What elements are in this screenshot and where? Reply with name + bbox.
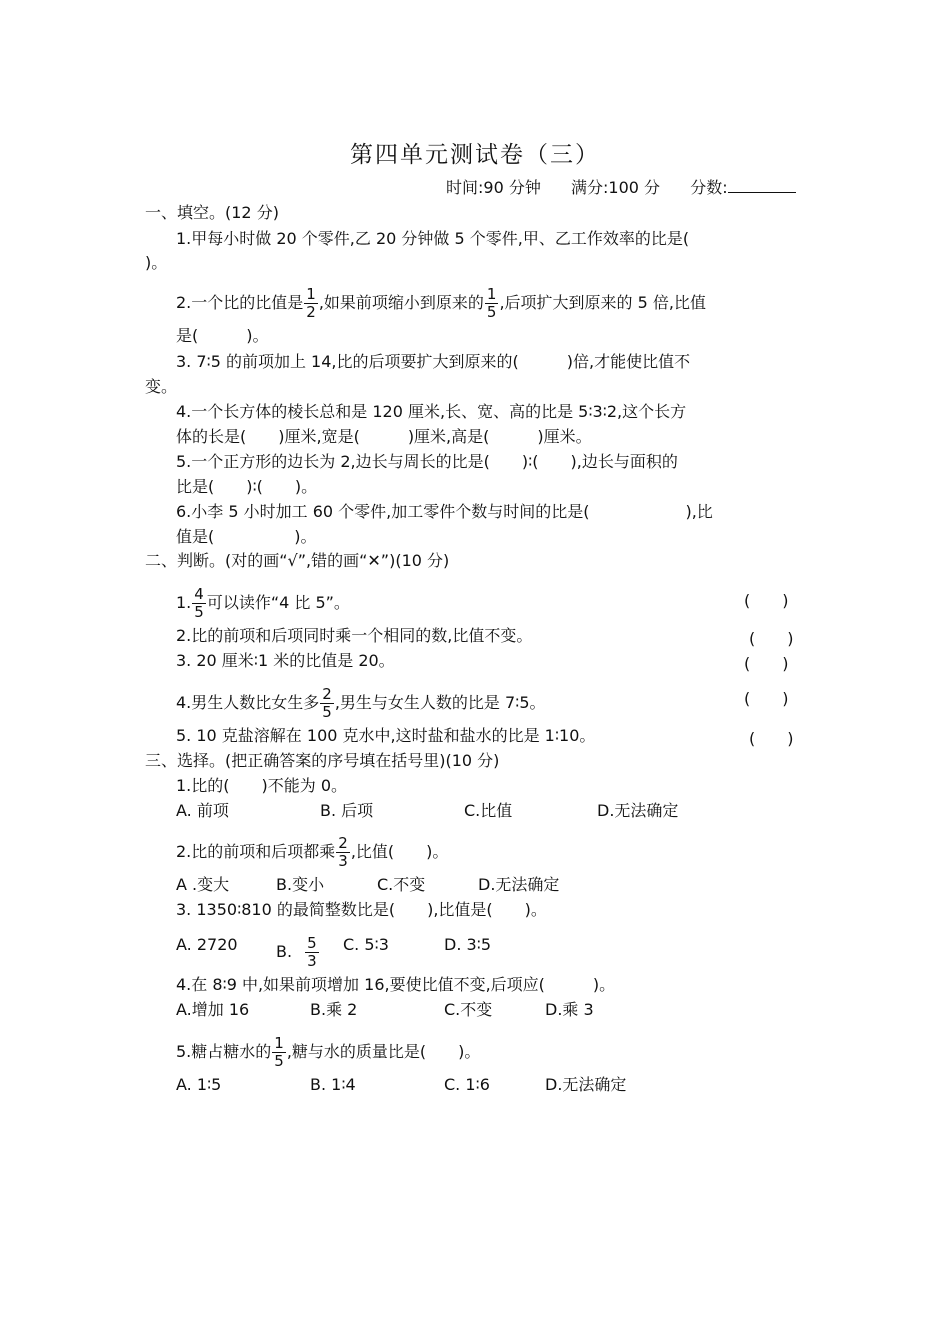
s1-q2-text-b: ,如果前项缩小到原来的 [318,293,484,312]
s3-q5-option-c[interactable]: C. 1∶6 [444,1075,490,1094]
s3-q3: 3. 1350∶810 的最简整数比是( ),比值是( )。 [176,900,547,919]
s2-q1-number: 1. [176,593,192,612]
s3-q5-option-d[interactable]: D.无法确定 [545,1075,627,1094]
s1-q3-line1: 3. 7∶5 的前项加上 14,比的后项要扩大到原来的( )倍,才能使比值不 [176,352,691,371]
section-3-heading: 三、选择。(把正确答案的序号填在括号里)(10 分) [145,751,500,770]
s3-q4-option-b[interactable]: B.乘 2 [310,1000,358,1019]
fraction-denominator: 5 [194,603,204,621]
fraction-numerator: 2 [322,685,332,703]
s3-q2 [176,835,448,870]
s1-q4-line1: 4.一个长方体的棱长总和是 120 厘米,长、宽、高的比是 5∶3∶2,这个长方 [176,402,687,421]
fraction-denominator: 5 [274,1052,284,1070]
s3-q1-option-d[interactable]: D.无法确定 [597,801,679,820]
s2-q5: 5. 10 克盐溶解在 100 克水中,这时盐和盐水的比是 1∶10。 [176,726,596,745]
s3-q4-option-d[interactable]: D.乘 3 [545,1000,594,1019]
fraction-numerator: 2 [338,834,348,852]
answer-paren[interactable]: ( ) [744,591,789,610]
fraction [320,686,334,721]
s3-q5-text-a: 5.糖占糖水的 [176,1042,272,1061]
s3-q3-option-c[interactable]: C. 5∶3 [343,935,389,954]
fraction-numerator: 1 [274,1034,284,1052]
s3-q3-option-d[interactable]: D. 3∶5 [444,935,492,954]
fraction [336,835,350,870]
time-label: 时间:90 分钟 [446,178,541,197]
score-blank[interactable] [728,178,796,193]
score-label: 分数: [690,178,728,197]
s2-q4-text-a: 4.男生人数比女生多 [176,693,320,712]
fraction-denominator: 5 [322,703,332,721]
fraction-denominator: 3 [307,952,317,970]
fraction-numerator: 5 [307,934,317,952]
s3-q4-option-c[interactable]: C.不变 [444,1000,493,1019]
section-1-heading: 一、填空。(12 分) [145,203,279,222]
s3-q5 [176,1035,480,1070]
s3-q2-option-a[interactable]: A .变大 [176,875,230,894]
s1-q2-line1 [176,286,706,321]
s1-q5-line2: 比是( )∶( )。 [176,477,318,496]
s2-q2: 2.比的前项和后项同时乘一个相同的数,比值不变。 [176,626,533,645]
s2-q3: 3. 20 厘米∶1 米的比值是 20。 [176,651,395,670]
s2-q1-text: 可以读作“4 比 5”。 [206,593,350,612]
s3-q3-option-a[interactable]: A. 2720 [176,935,238,954]
answer-paren[interactable]: ( ) [749,629,794,648]
page-title: 第四单元测试卷（三） [350,142,600,168]
fraction [485,286,499,321]
s1-q1-line2: )。 [145,253,168,272]
s2-q4-text-b: ,男生与女生人数的比是 7∶5。 [334,693,546,712]
s3-q1-option-b[interactable]: B. 后项 [320,801,374,820]
fraction-numerator: 4 [194,585,204,603]
s1-q1-line1: 1.甲每小时做 20 个零件,乙 20 分钟做 5 个零件,甲、乙工作效率的比是( [176,229,690,248]
fraction [272,1035,286,1070]
s3-q4-option-a[interactable]: A.增加 16 [176,1000,250,1019]
answer-paren[interactable]: ( ) [744,689,789,708]
fraction-denominator: 2 [306,303,316,321]
s3-q2-option-d[interactable]: D.无法确定 [478,875,560,894]
fraction-numerator: 1 [486,285,497,303]
s1-q4-line2: 体的长是( )厘米,宽是( )厘米,高是( )厘米。 [176,427,592,446]
s1-q6-line1: 6.小李 5 小时加工 60 个零件,加工零件个数与时间的比是( ),比 [176,502,713,521]
s1-q2-text-a: 2.一个比的比值是 [176,293,304,312]
s3-q1: 1.比的( )不能为 0。 [176,776,348,795]
fraction [305,935,319,970]
s3-q2-text-b: ,比值( )。 [350,842,449,861]
s2-q4 [176,686,546,721]
s1-q5-line1: 5.一个正方形的边长为 2,边长与周长的比是( )∶( ),边长与面积的 [176,452,678,471]
header-info [446,178,796,198]
s3-q1-option-a[interactable]: A. 前项 [176,801,229,820]
answer-paren[interactable]: ( ) [749,729,794,748]
s2-q1 [176,586,350,621]
answer-paren[interactable]: ( ) [744,654,789,673]
s3-q2-text-a: 2.比的前项和后项都乘 [176,842,336,861]
s1-q3-line2: 变。 [145,377,178,396]
section-2-heading: 二、判断。(对的画“√”,错的画“✕”)(10 分) [145,551,450,570]
s3-q5-text-b: ,糖与水的质量比是( )。 [286,1042,481,1061]
s3-q5-option-a[interactable]: A. 1∶5 [176,1075,222,1094]
fraction [192,586,206,621]
s3-q5-option-b[interactable]: B. 1∶4 [310,1075,356,1094]
s1-q6-line2: 值是( )。 [176,527,317,546]
fraction-numerator: 1 [306,285,316,303]
fraction-denominator: 5 [486,303,497,321]
fraction-denominator: 3 [338,852,348,870]
full-score-label: 满分:100 分 [571,178,661,197]
s3-q3-option-b[interactable] [276,935,320,970]
s3-q3-option-b-label: B. [276,942,293,961]
s3-q1-option-c[interactable]: C.比值 [464,801,513,820]
fraction [304,286,318,321]
s1-q2-text-c: ,后项扩大到原来的 5 倍,比值 [499,293,706,312]
s1-q2-line2: 是( )。 [176,326,269,345]
s3-q2-option-b[interactable]: B.变小 [276,875,325,894]
s3-q2-option-c[interactable]: C.不变 [377,875,426,894]
s3-q4: 4.在 8∶9 中,如果前项增加 16,要使比值不变,后项应( )。 [176,975,616,994]
